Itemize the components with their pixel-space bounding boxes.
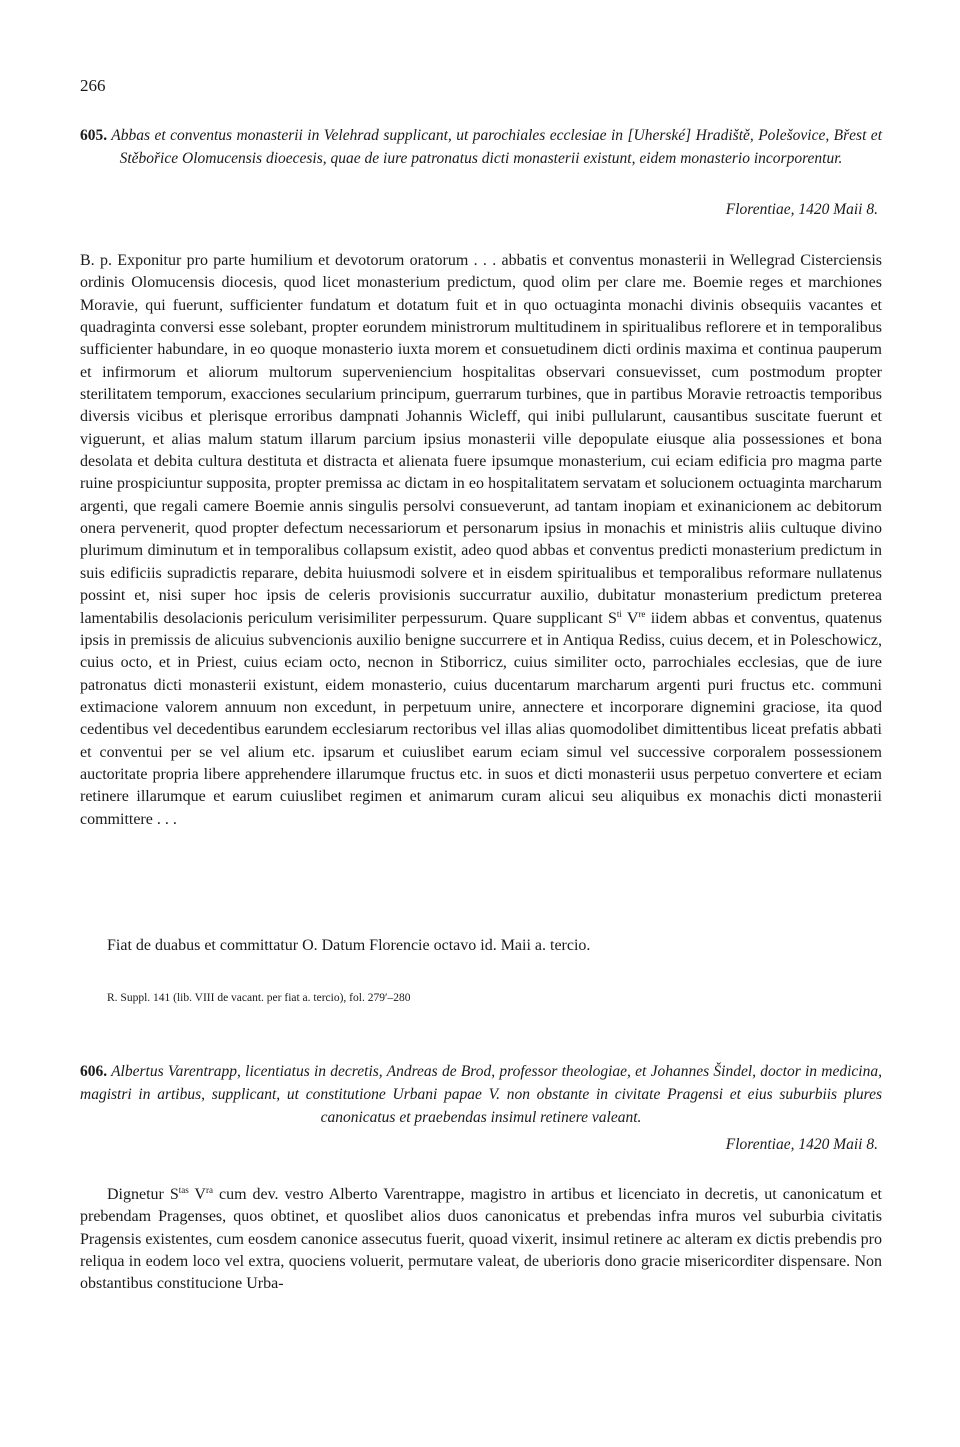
entry-605-heading (80, 124, 882, 170)
entry-605-body-part3: iidem abbas et conventus, quatenus ipsis in premissis de alicuius subvencionis auxilio benigne succurrere et in Antiqua Rediss, cuius decem, et in Poleschowicz, cuius octo, et in Priest, cuius eciam octo, necnon in Stiborricz, cuius similiter octo, parrochiales ecclesias, que de iure patronatus dicti monasterii existunt, eidem monasterio, cuius ducentarum marcharum argenti puri fructus etc. communi extimacione valorem annuum non excedunt, in perpetuum unire, annectere et incorporare dignemini graciose, ita quod cedentibus vel decedentibus earundem ecclesiarum rectoribus vel illas alias quomodolibet dimittentibus liceat prefatis abbati et conventui per se vel alium etc. ipsarum et cuiuslibet earum eciam simul vel successive corporalem possessionem auctoritate propria libere apprehendere illarumque fructus etc. in suos et dicti monasterii usus perpetuo convertere et eciam retinere illarumque et earum cuiuslibet regimen et animarum curam alicui seu aliquibus ex monachis dicti monasterii committere . . . (80, 609, 883, 828)
entry-605-body-part2: V (621, 609, 639, 627)
entry-606-sup2: ra (206, 1185, 213, 1195)
entry-606-body-part2: V (188, 1186, 206, 1203)
entry-605-sup1: ti (616, 608, 622, 619)
entry-605-final-line: Fiat de duabus et committatur O. Datum Florencie octavo id. Maii a. tercio. (107, 937, 591, 954)
entry-606-heading-text: Albertus Varentrapp, licentiatus in decretis, Andreas de Brod, professor theologiae, et Johannes Šindel, doctor in medicina, magistri in artibus, supplicant, ut constitutione Urbani papae V. non obstante in civitate Pragensi et eius suburbiis plures canonicatus et praebendas insimul retinere valeant. (80, 1063, 882, 1126)
entry-606-number: 606. (80, 1063, 108, 1080)
entry-606-body (80, 1184, 882, 1296)
entry-605-source: R. Suppl. 141 (lib. VIII de vacant. per fiat a. tercio), fol. 279′–280 (107, 992, 411, 1004)
entry-605-dateline: Florentiae, 1420 Maii 8. (725, 201, 878, 218)
entry-605-sup2: re (638, 608, 646, 619)
entry-605-number: 605. (80, 127, 108, 144)
entry-606-sup1: tas (178, 1185, 189, 1195)
entry-605-body (80, 250, 882, 831)
entry-605-heading-text: Abbas et conventus monasterii in Velehrad supplicant, ut parochiales ecclesiae in [Uherské] Hradiště, Polešovice, Břest et Stěbořice Olomucensis dioecesis, quae de iure patronatus dicti monasterii existunt, eidem monasterio incorporentur. (111, 127, 882, 167)
entry-606-body-part1: Dignetur S (107, 1186, 179, 1203)
page-number: 266 (80, 76, 106, 95)
entry-606-body-part3: cum dev. vestro Alberto Varentrappe, magistro in artibus et licenciato in decretis, ut canonicatum et prebendam Pragenses, quos obtinet, et quoslibet alios duos canonicatus et prebendas infra muros vel suburbia civitatis Pragensis existentes, cum eosdem canonice assecutus fuerit, quoad vixerit, insimul retinere ac alteram ex dictis prebendis pro reliqua in eodem loco vel extra, quociens voluerit, permutare valeat, de uberioris dono gracie misericorditer dispensare. Non obstantibus constitucione Urba- (80, 1186, 882, 1293)
entry-606-heading (80, 1060, 882, 1129)
entry-605-body-part1: B. p. Exponitur pro parte humilium et devotorum oratorum . . . abbatis et conventus monasterii in Wellegrad Cisterciensis ordinis Olomucensis diocesis, quod licet monasterium predictum, quod olim per clare me. Boemie reges et marchiones Moravie, qui fuerunt, sufficienter fundatum et dotatum fuit et in quo octuaginta monachi divinis obsequiis vacantes et quadraginta conversi esse solebant, propter eorundem ministrorum multitudinem in spiritualibus reflorere et in temporalibus sufficienter habundare, in eo quoque monasterio iuxta morem et consuetudinem dicti ordinis maxima et continua pauperum et infirmorum et aliorum multorum superveniencium hospitalitas observari consuevisset, cum postmodum propter sterilitatem temporum, exacciones secularium principum, guerrarum turbines, que in partibus Moravie retroactis temporibus diversis vicibus et plerisque erroribus dampnati Johannis Wicleff, qui inibi pullularunt, causantibus suscitate fuerunt et viguerunt, et alias malum statum illarum parcium ipsius monasterii ville depopulate eiusque alia possessiones et bona desolata et debita cultura destituta et distracta et alienata fuere ipsumque monasterium, cui eciam edificia pro magma parte ruine prospiciuntur supposita, propter premissa ac dictam in eo hospitalitatem servatam et solucionem octuaginta marcharum argenti, que regali camere Boemie annis singulis persolvi consueverunt, ad tantam inopiam et exinanicionem ac debitorum onera pervenerit, quod propter defectum necessariorum et personarum ipsius in monachis et ministris aliis cultuque divino plurimum diminutum et in temporalibus collapsum existit, adeo quod abbas et conventus predicti monasterium predictum in suis edificiis supradictis reparare, debita huiusmodi solvere et in eisdem spiritualibus et temporalibus reformare nullatenus possint et, nisi super hoc ipsis de celeris provisionis succurratur auxilio, dubitatur monasterium predictum preterea lamentabilis desolacionis periculum verisimiliter perpessurum. Quare supplicant S (80, 252, 882, 627)
entry-606-dateline: Florentiae, 1420 Maii 8. (725, 1136, 878, 1153)
